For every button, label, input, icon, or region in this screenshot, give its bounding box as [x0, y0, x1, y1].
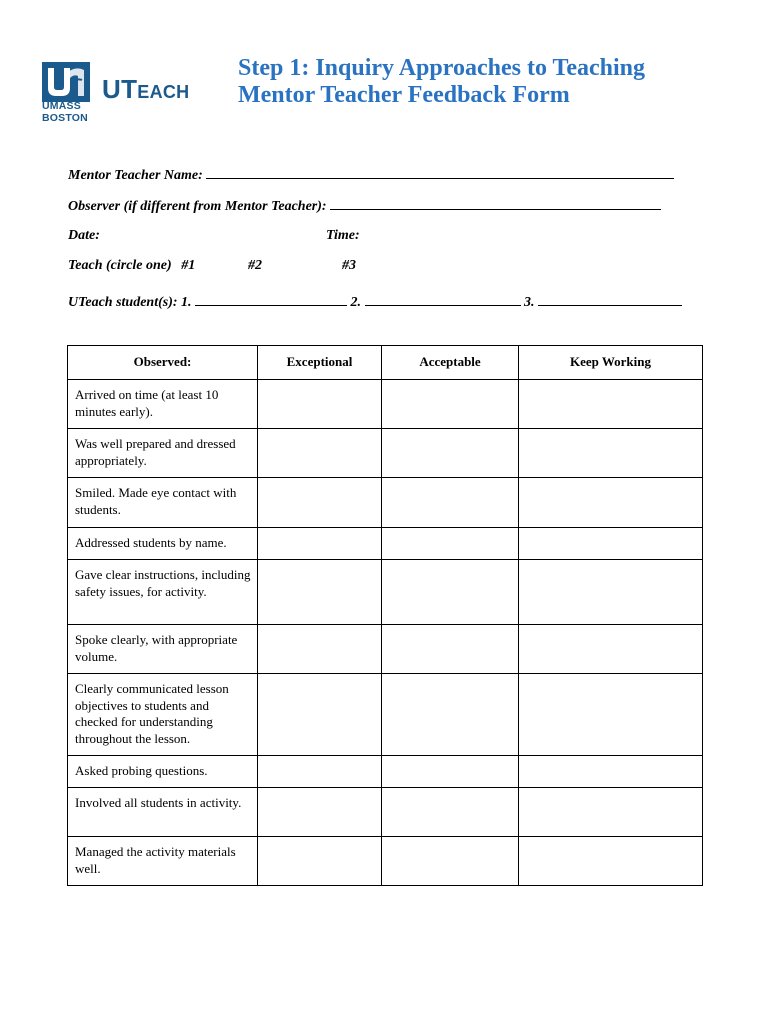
title-line-1: Step 1: Inquiry Approaches to Teaching	[238, 55, 645, 81]
acceptable-cell[interactable]	[382, 380, 519, 429]
students-label: UTeach student(s):	[68, 295, 178, 310]
acceptable-cell[interactable]	[382, 674, 519, 756]
table-row	[68, 478, 703, 528]
student-1-number: 1.	[181, 295, 192, 310]
teach-row	[68, 258, 195, 274]
mentor-name-label: Mentor Teacher Name:	[68, 168, 203, 183]
uteach-u: U	[102, 74, 122, 104]
observed-item: Gave clear instructions, including safety issues, for activity.	[68, 560, 258, 625]
keep-working-cell[interactable]	[519, 837, 703, 886]
keep-working-cell[interactable]	[519, 674, 703, 756]
table-row	[68, 560, 703, 625]
acceptable-cell[interactable]	[382, 478, 519, 528]
observer-label: Observer (if different from Mentor Teacher):	[68, 199, 327, 214]
observer-row	[68, 197, 661, 215]
student-3-blank[interactable]	[538, 293, 682, 306]
teach-label: Teach (circle one)	[68, 258, 172, 273]
acceptable-cell[interactable]	[382, 528, 519, 560]
table-row	[68, 788, 703, 837]
table-row	[68, 674, 703, 756]
form-title	[238, 55, 645, 109]
table-row	[68, 429, 703, 478]
uteach-each: EACH	[137, 82, 190, 102]
table-header-row	[68, 346, 703, 380]
exceptional-cell[interactable]	[258, 560, 382, 625]
time-label: Time:	[326, 228, 360, 243]
keep-working-cell[interactable]	[519, 788, 703, 837]
table-row	[68, 625, 703, 674]
exceptional-cell[interactable]	[258, 478, 382, 528]
exceptional-cell[interactable]	[258, 674, 382, 756]
observer-blank[interactable]	[330, 197, 661, 210]
umass-logo-mark-icon	[42, 62, 90, 102]
table-row	[68, 756, 703, 788]
observation-table	[67, 345, 703, 886]
acceptable-cell[interactable]	[382, 756, 519, 788]
acceptable-cell[interactable]	[382, 788, 519, 837]
keep-working-cell[interactable]	[519, 560, 703, 625]
keep-working-cell[interactable]	[519, 478, 703, 528]
exceptional-cell[interactable]	[258, 837, 382, 886]
exceptional-cell[interactable]	[258, 528, 382, 560]
uteach-t: T	[121, 74, 138, 104]
observed-item: Managed the activity materials well.	[68, 837, 258, 886]
boston-text: BOSTON	[42, 112, 88, 124]
keep-working-cell[interactable]	[519, 756, 703, 788]
uteach-wordmark	[102, 76, 189, 105]
student-1-blank[interactable]	[195, 293, 347, 306]
table-row	[68, 528, 703, 560]
observed-item: Involved all students in activity.	[68, 788, 258, 837]
student-3-number: 3.	[524, 295, 535, 310]
teach-option-3[interactable]: #3	[342, 258, 356, 273]
teach-option-2[interactable]: #2	[248, 258, 262, 273]
observed-item: Arrived on time (at least 10 minutes early).	[68, 380, 258, 429]
acceptable-cell[interactable]	[382, 625, 519, 674]
keep-working-cell[interactable]	[519, 380, 703, 429]
teach-option-1[interactable]: #1	[181, 258, 196, 273]
header-observed: Observed:	[68, 346, 258, 380]
observed-item: Smiled. Made eye contact with students.	[68, 478, 258, 528]
keep-working-cell[interactable]	[519, 625, 703, 674]
student-2-number: 2.	[350, 295, 362, 310]
students-row	[68, 293, 682, 311]
keep-working-cell[interactable]	[519, 429, 703, 478]
title-line-2: Mentor Teacher Feedback Form	[238, 82, 570, 108]
mentor-name-row	[68, 166, 674, 184]
header-exceptional: Exceptional	[258, 346, 382, 380]
keep-working-cell[interactable]	[519, 528, 703, 560]
exceptional-cell[interactable]	[258, 429, 382, 478]
observed-item: Asked probing questions.	[68, 756, 258, 788]
header-keep-working: Keep Working	[519, 346, 703, 380]
date-label: Date:	[68, 228, 100, 243]
acceptable-cell[interactable]	[382, 560, 519, 625]
umass-boston-uteach-logo	[42, 62, 202, 126]
table-row	[68, 380, 703, 429]
observed-item: Spoke clearly, with appropriate volume.	[68, 625, 258, 674]
umass-boston-wordmark	[42, 100, 88, 124]
table-row	[68, 837, 703, 886]
acceptable-cell[interactable]	[382, 837, 519, 886]
header-acceptable: Acceptable	[382, 346, 519, 380]
observed-item: Addressed students by name.	[68, 528, 258, 560]
date-row	[68, 228, 100, 244]
student-2-blank[interactable]	[365, 293, 521, 306]
mentor-name-blank[interactable]	[206, 166, 674, 179]
exceptional-cell[interactable]	[258, 625, 382, 674]
exceptional-cell[interactable]	[258, 756, 382, 788]
umass-text: UMASS	[42, 100, 81, 112]
exceptional-cell[interactable]	[258, 380, 382, 429]
acceptable-cell[interactable]	[382, 429, 519, 478]
observed-item: Clearly communicated lesson objectives to students and checked for understanding throughout the lesson.	[68, 674, 258, 756]
exceptional-cell[interactable]	[258, 788, 382, 837]
observed-item: Was well prepared and dressed appropriately.	[68, 429, 258, 478]
